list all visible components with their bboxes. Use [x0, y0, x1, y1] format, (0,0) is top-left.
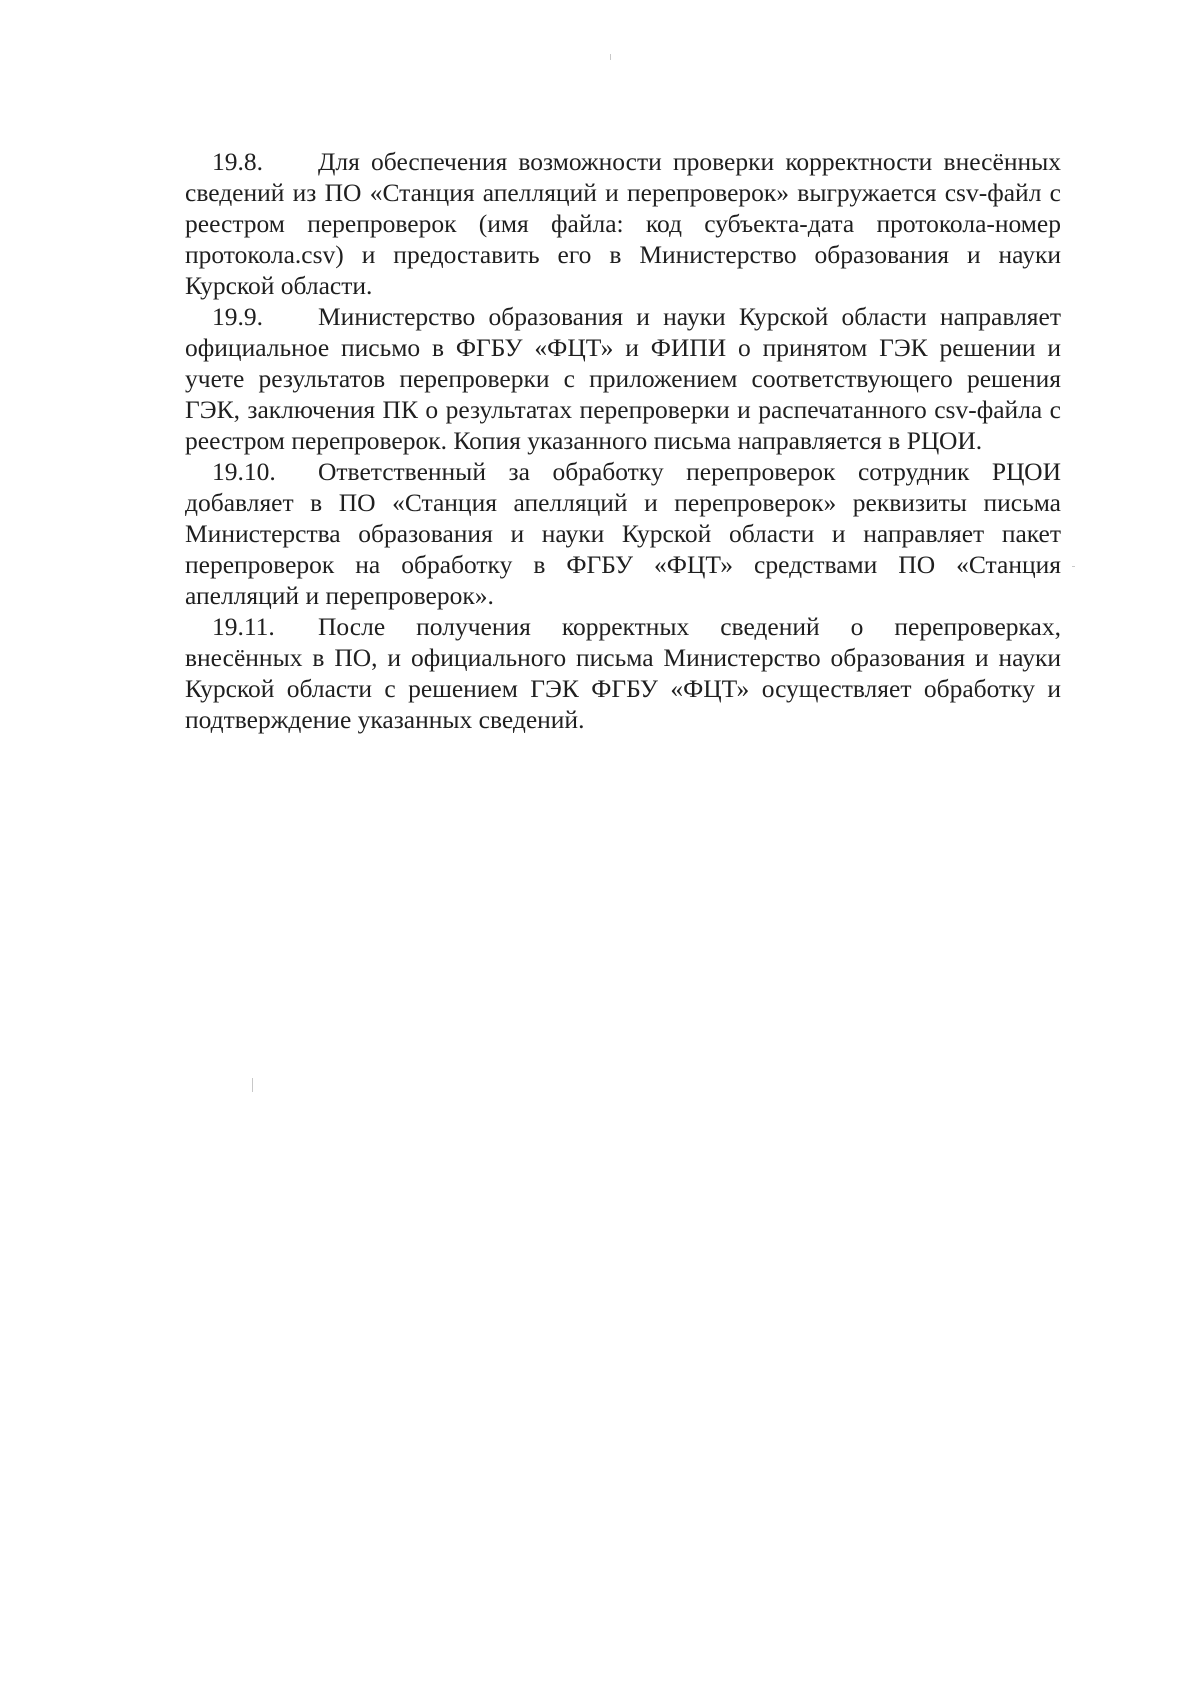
paragraph-text: Для обеспечения возможности проверки корректности внесённых сведений из ПО «Станция апелляций и перепроверок» выгружается csv-файл с реестром перепроверок (имя файла: код субъекта-дата протокола-номер протокола.csv) и предоставить его в Министерство образования и науки Курской области. [185, 147, 1061, 300]
paragraph-text: После получения корректных сведений о перепроверках, внесённых в ПО, и официального письма Министерство образования и науки Курской области с решением ГЭК ФГБУ «ФЦТ» осуществляет обработку и подтверждение указанных сведений. [185, 612, 1061, 734]
paragraph-19-8 [185, 146, 1061, 301]
scan-mark-right [1072, 566, 1075, 567]
scan-mark-left [252, 1078, 253, 1092]
paragraph-number: 19.10. [212, 457, 276, 486]
paragraph-number: 19.8. [212, 147, 263, 176]
paragraph-19-11 [185, 611, 1061, 735]
paragraph-19-10 [185, 456, 1061, 611]
scan-mark-top [610, 54, 611, 60]
paragraph-19-9 [185, 301, 1061, 456]
paragraph-text: Ответственный за обработку перепроверок сотрудник РЦОИ добавляет в ПО «Станция апелляций и перепроверок» реквизиты письма Министерства образования и науки Курской области и направляет пакет перепроверок на обработку в ФГБУ «ФЦТ» средствами ПО «Станция апелляций и перепроверок». [185, 457, 1061, 610]
paragraph-number: 19.9. [212, 302, 263, 331]
document-body [185, 146, 1061, 735]
paragraph-text: Министерство образования и науки Курской области направляет официальное письмо в ФГБУ «ФЦТ» и ФИПИ о принятом ГЭК решении и учете результатов перепроверки с приложением соответствующего решения ГЭК, заключения ПК о результатах перепроверки и распечатанного csv-файла с реестром перепроверок. Копия указанного письма направляется в РЦОИ. [185, 302, 1061, 455]
paragraph-number: 19.11. [212, 612, 275, 641]
